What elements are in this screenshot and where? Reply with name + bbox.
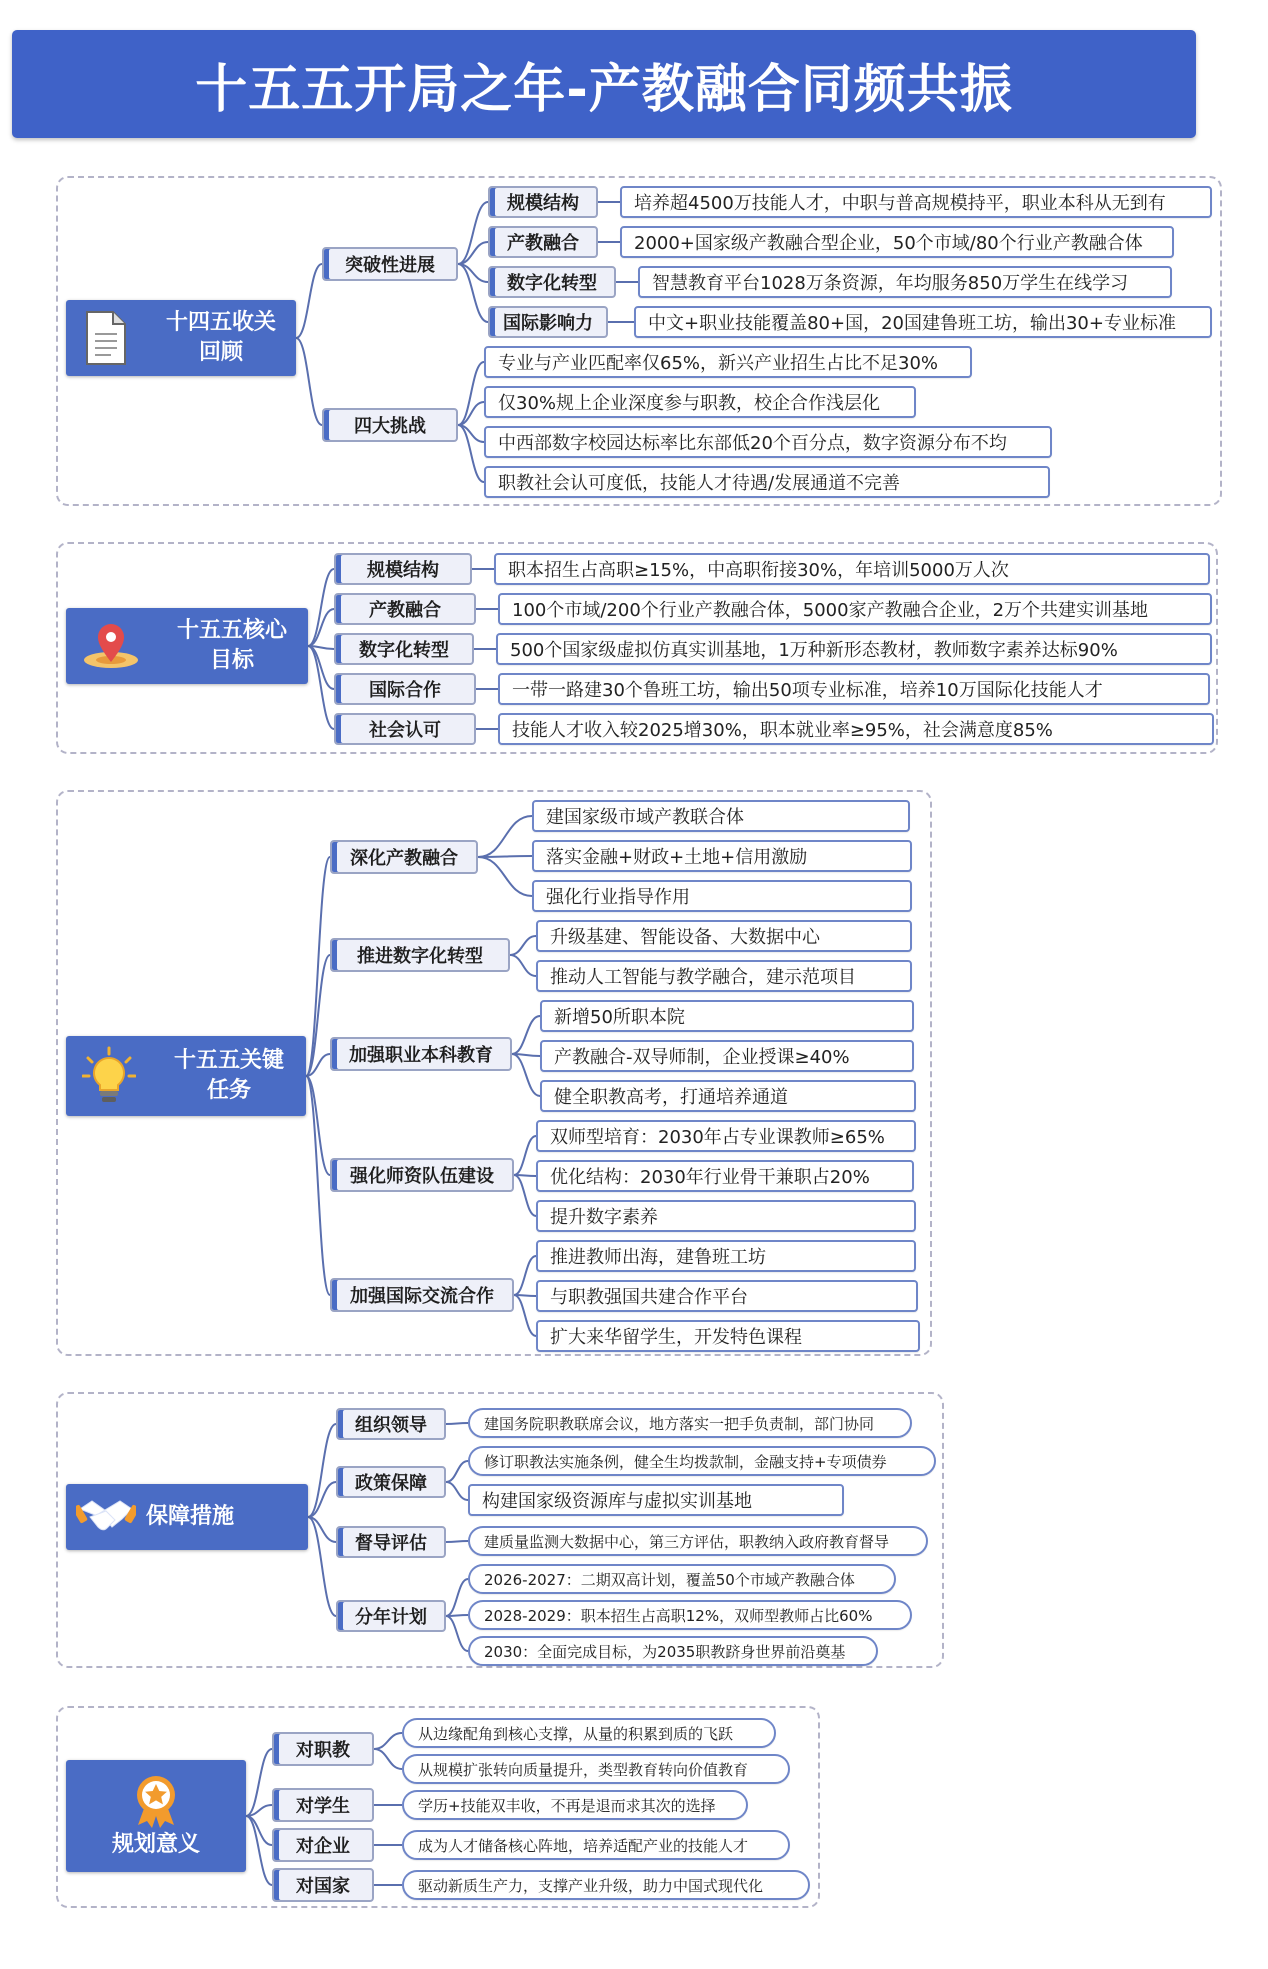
branch-industry-education: 产教融合 <box>334 593 476 625</box>
list-item: 500个国家级虚拟仿真实训基地，1万种新形态教材，教师数字素养达标90% <box>496 633 1212 665</box>
list-item: 构建国家级资源库与虚拟实训基地 <box>468 1484 844 1516</box>
branch-breakthrough: 突破性进展 <box>322 247 458 281</box>
list-item: 中西部数字校园达标率比东部低20个百分点，数字资源分布不均 <box>484 426 1052 458</box>
list-item: 2026-2027：二期双高计划，覆盖50个市域产教融合体 <box>468 1564 896 1594</box>
root-core-goals <box>66 608 308 684</box>
list-item: 推动人工智能与教学融合，建示范项目 <box>536 960 912 992</box>
location-pin-icon <box>66 622 156 670</box>
root-label: 规划意义 <box>111 1832 200 1857</box>
handshake-icon <box>66 1495 146 1539</box>
list-item: 2028-2029：职本招生占高职12%，双师型教师占比60% <box>468 1600 912 1630</box>
branch-for-students: 对学生 <box>272 1788 374 1822</box>
branch-social-recognition: 社会认可 <box>334 713 476 745</box>
list-item: 扩大来华留学生，开发特色课程 <box>536 1320 920 1352</box>
root-label: 保障措施 <box>146 1504 235 1529</box>
list-item: 从规模扩张转向质量提升，类型教育转向价值教育 <box>402 1754 790 1784</box>
branch-policy: 政策保障 <box>336 1466 446 1498</box>
list-item: 培养超4500万技能人才，中职与普高规模持平，职业本科从无到有 <box>620 186 1212 218</box>
list-item: 新增50所职本院 <box>540 1000 914 1032</box>
list-item: 专业与产业匹配率仅65%，新兴产业招生占比不足30% <box>484 346 972 378</box>
list-item: 一带一路建30个鲁班工坊，输出50项专业标准，培养10万国际化技能人才 <box>498 673 1210 705</box>
list-item: 中文+职业技能覆盖80+国，20国建鲁班工坊，输出30+专业标准 <box>634 306 1212 338</box>
list-item: 建质量监测大数据中心，第三方评估，职教纳入政府教育督导 <box>468 1526 928 1556</box>
list-item: 学历+技能双丰收，不再是退而求其次的选择 <box>402 1790 748 1820</box>
root-significance <box>66 1760 246 1872</box>
root-label: 十四五收关 回顾 <box>165 310 276 365</box>
page-title: 十五五开局之年-产教融合同频共振 <box>195 59 1013 120</box>
award-medal-icon <box>130 1772 182 1830</box>
list-item: 仅30%规上企业深度参与职教，校企合作浅层化 <box>484 386 916 418</box>
list-item: 建国务院职教联席会议，地方落实一把手负责制，部门协同 <box>468 1408 912 1438</box>
root-key-tasks <box>66 1036 306 1116</box>
branch-organization: 组织领导 <box>336 1408 446 1440</box>
branch-deepen-integration: 深化产教融合 <box>330 840 478 874</box>
branch-international-cooperation: 国际合作 <box>334 673 476 705</box>
branch-digital-transformation: 推进数字化转型 <box>330 938 510 972</box>
list-item: 2030：全面完成目标，为2035职教跻身世界前沿奠基 <box>468 1636 878 1666</box>
list-item: 升级基建、智能设备、大数据中心 <box>536 920 912 952</box>
list-item: 100个市域/200个行业产教融合体，5000家产教融合企业，2万个共建实训基地 <box>498 593 1212 625</box>
list-item: 职教社会认可度低，技能人才待遇/发展通道不完善 <box>484 466 1050 498</box>
list-item: 驱动新质生产力，支撑产业升级，助力中国式现代化 <box>402 1870 810 1900</box>
root-safeguards <box>66 1484 308 1550</box>
lightbulb-icon <box>66 1046 152 1106</box>
list-item: 智慧教育平台1028万条资源，年均服务850万学生在线学习 <box>638 266 1172 298</box>
branch-digital-transformation: 数字化转型 <box>334 633 474 665</box>
list-item: 健全职教高考，打通培养通道 <box>540 1080 916 1112</box>
branch-challenges: 四大挑战 <box>322 408 458 442</box>
branch-for-enterprises: 对企业 <box>272 1828 374 1862</box>
root-review <box>66 300 296 376</box>
branch-scale-structure: 规模结构 <box>334 553 472 585</box>
branch-vocational-bachelor: 加强职业本科教育 <box>330 1037 512 1071</box>
branch-for-vocational-education: 对职教 <box>272 1732 374 1766</box>
list-item: 落实金融+财政+土地+信用激励 <box>532 840 912 872</box>
branch-annual-plan: 分年计划 <box>336 1600 446 1632</box>
list-item: 强化行业指导作用 <box>532 880 912 912</box>
branch-supervision: 督导评估 <box>336 1526 446 1558</box>
root-label: 十五五核心 目标 <box>176 618 287 673</box>
root-label: 十五五关键 任务 <box>173 1048 284 1103</box>
document-icon <box>66 310 146 366</box>
title-banner <box>12 30 1196 138</box>
list-item: 技能人才收入较2025增30%，职本就业率≥95%，社会满意度85% <box>498 713 1214 745</box>
list-item: 从边缘配角到核心支撑，从量的积累到质的飞跃 <box>402 1718 776 1748</box>
branch-for-nation: 对国家 <box>272 1868 374 1902</box>
sub-digital-transformation: 数字化转型 <box>488 266 616 298</box>
branch-international-exchange: 加强国际交流合作 <box>330 1278 514 1312</box>
list-item: 成为人才储备核心阵地，培养适配产业的技能人才 <box>402 1830 790 1860</box>
list-item: 产教融合-双导师制，企业授课≥40% <box>540 1040 914 1072</box>
list-item: 提升数字素养 <box>536 1200 916 1232</box>
sub-industry-education: 产教融合 <box>488 226 598 258</box>
list-item: 2000+国家级产教融合型企业，50个市域/80个行业产教融合体 <box>620 226 1174 258</box>
list-item: 与职教强国共建合作平台 <box>536 1280 918 1312</box>
list-item: 推进教师出海，建鲁班工坊 <box>536 1240 916 1272</box>
list-item: 建国家级市域产教联合体 <box>532 800 910 832</box>
sub-scale-structure: 规模结构 <box>488 186 598 218</box>
list-item: 修订职教法实施条例，健全生均拨款制，金融支持+专项债券 <box>468 1446 936 1476</box>
list-item: 职本招生占高职≥15%，中高职衔接30%，年培训5000万人次 <box>494 553 1210 585</box>
sub-international-influence: 国际影响力 <box>488 306 608 338</box>
list-item: 双师型培育：2030年占专业课教师≥65% <box>536 1120 916 1152</box>
list-item: 优化结构：2030年行业骨干兼职占20% <box>536 1160 914 1192</box>
branch-teacher-team: 强化师资队伍建设 <box>330 1158 514 1192</box>
